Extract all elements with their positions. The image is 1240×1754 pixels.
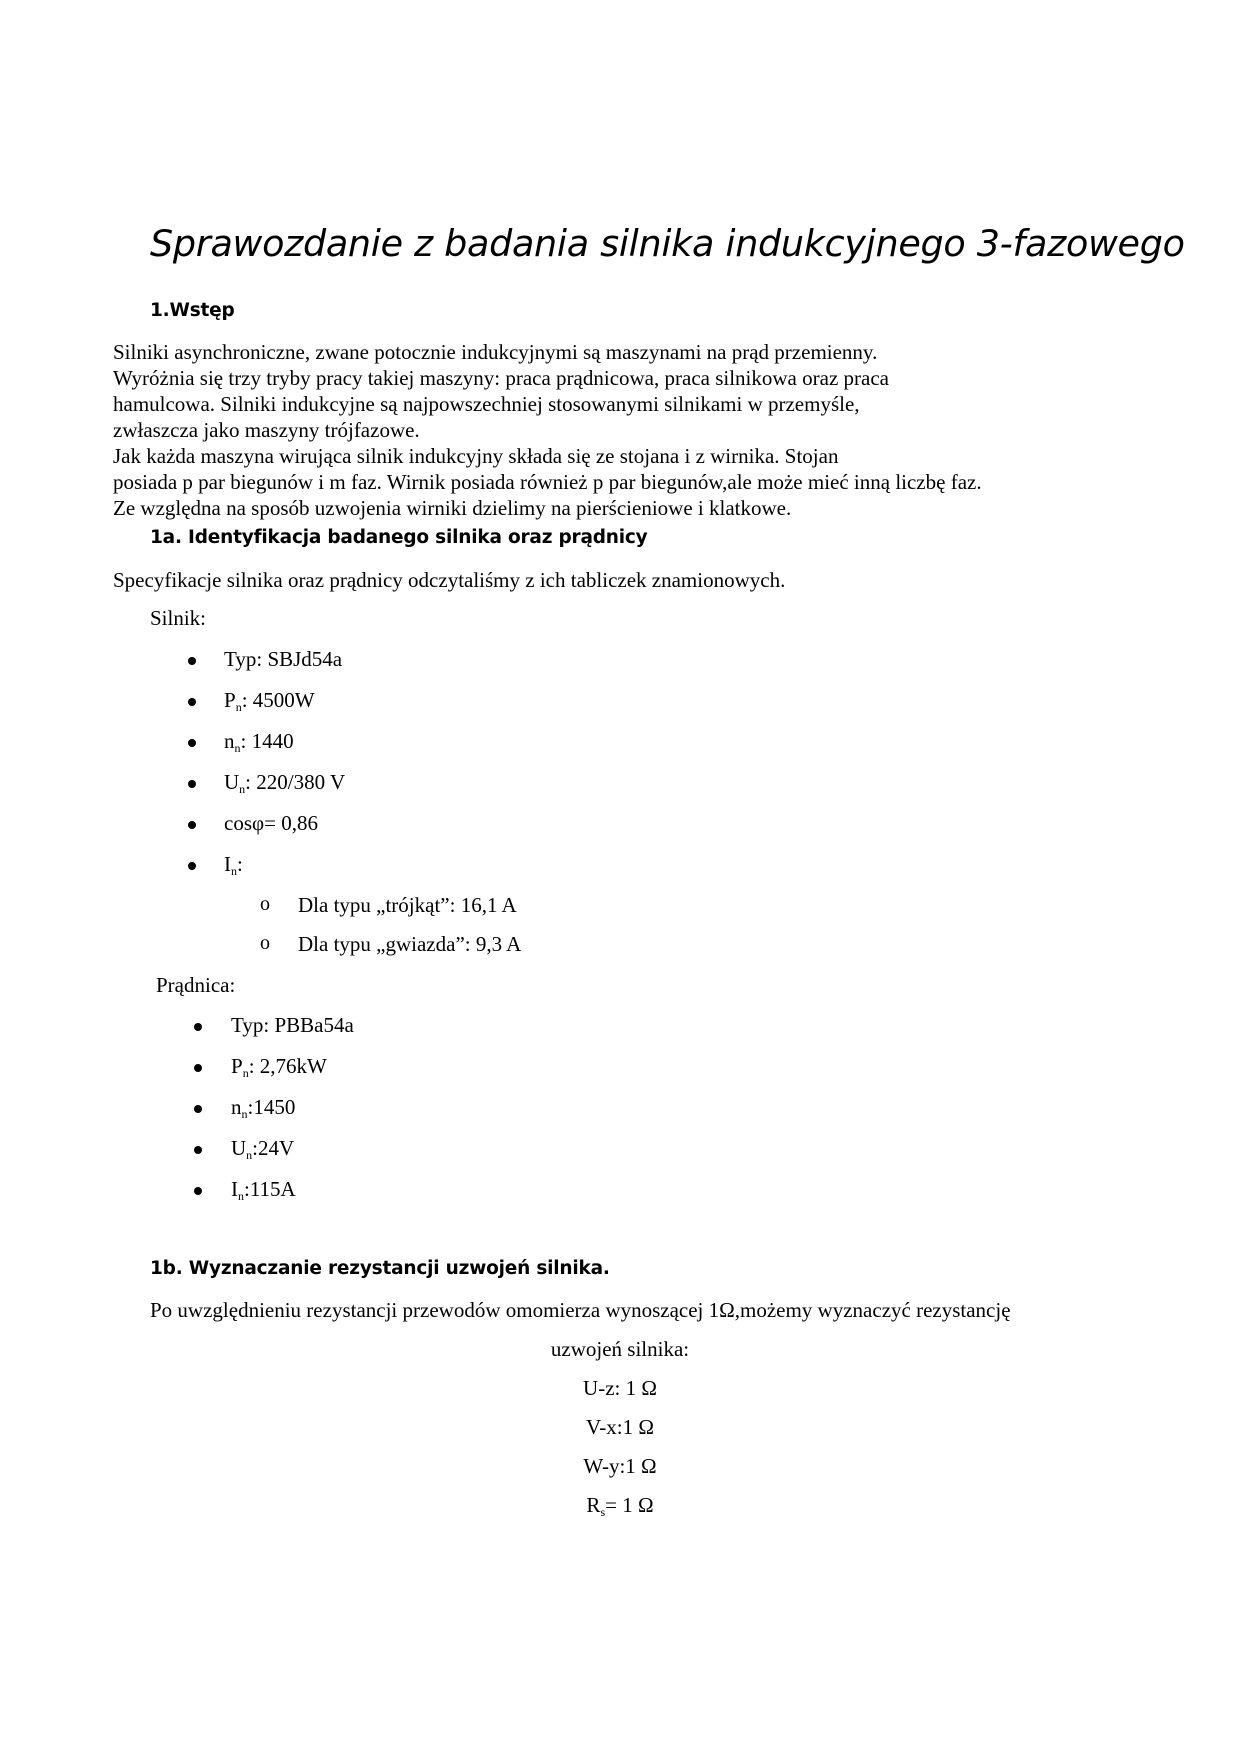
pradnica-spec-item: $I_n:115A$ xyxy=(231,1177,296,1203)
silnik-spec-item: Typ: SBJd54a xyxy=(224,647,343,671)
section-heading-wstep: 1.Wstęp xyxy=(150,300,235,321)
pradnica-label: Prądnica: xyxy=(156,973,236,997)
pradnica-spec-item: Typ: PBBa54a xyxy=(231,1013,354,1037)
bullet-icon xyxy=(188,821,196,829)
bullet-icon xyxy=(188,739,196,747)
silnik-current-subitem: Dla typu „gwiazda”: 9,3 A xyxy=(298,932,522,956)
bullet-icon xyxy=(188,862,196,870)
identyfikacja-intro: Specyfikacje silnika oraz prądnicy odczytaliśmy z ich tabliczek znamionowych. xyxy=(113,568,786,592)
bullet-icon xyxy=(188,780,196,788)
wstep-line: hamulcowa. Silniki indukcyjne są najpowszechniej stosowanymi silnikami w przemyśle, xyxy=(113,392,860,416)
silnik-spec-item: $n_n$: 1440 xyxy=(224,729,294,755)
bullet-icon xyxy=(188,698,196,706)
wstep-line: Ze względna na sposób uzwojenia wirniki dzielimy na pierścieniowe i klatkowe. xyxy=(113,496,792,520)
section-heading-rezystancja: 1b. Wyznaczanie rezystancji uzwojeń silnika. xyxy=(150,1258,610,1279)
pradnica-spec-item: $n_n:1450$ xyxy=(231,1095,296,1121)
bullet-icon xyxy=(194,1146,202,1154)
pradnica-spec-item: $U_n:24V$ xyxy=(231,1136,295,1162)
silnik-spec-item: $I_n$: xyxy=(224,852,243,878)
page-title: Sprawozdanie z badania silnika indukcyjnego 3-fazowego xyxy=(150,222,1185,265)
bullet-icon xyxy=(194,1105,202,1113)
rezystancja-line: uzwojeń silnika: xyxy=(550,1337,690,1361)
resistance-value: W-y:1 Ω xyxy=(583,1454,657,1478)
section-heading-identyfikacja: 1a. Identyfikacja badanego silnika oraz prądnicy xyxy=(150,527,648,548)
silnik-spec-item: $U_n$: 220/380 V xyxy=(224,770,346,796)
resistance-value-rs: $R_s= 1$ Ω xyxy=(586,1493,654,1519)
bullet-icon xyxy=(194,1023,202,1031)
rezystancja-line: Po uwzględnieniu rezystancji przewodów omomierza wynoszącej 1Ω,możemy wyznaczyć rezystancję xyxy=(150,1298,1011,1322)
resistance-value: U-z: 1 Ω xyxy=(583,1376,657,1400)
circle-bullet-icon: o xyxy=(260,932,270,954)
wstep-line: Jak każda maszyna wirująca silnik indukcyjny składa się ze stojana i z wirnika. Stojan xyxy=(113,444,839,468)
bullet-icon xyxy=(194,1187,202,1195)
circle-bullet-icon: o xyxy=(260,893,270,915)
silnik-spec-item: $P_n$: 4500W xyxy=(224,688,315,714)
bullet-icon xyxy=(188,657,196,665)
resistance-value: V-x:1 Ω xyxy=(586,1415,654,1439)
silnik-label: Silnik: xyxy=(150,606,207,630)
silnik-spec-item: cosφ= 0,86 xyxy=(224,811,318,835)
silnik-current-subitem: Dla typu „trójkąt”: 16,1 A xyxy=(298,893,517,917)
wstep-line: posiada p par biegunów i m faz. Wirnik posiada również p par biegunów,ale może mieć inną liczbę faz. xyxy=(113,470,982,494)
wstep-line: Wyróżnia się trzy tryby pracy takiej maszyny: praca prądnicowa, praca silnikowa oraz praca xyxy=(113,366,889,390)
wstep-line: zwłaszcza jako maszyny trójfazowe. xyxy=(113,418,420,442)
wstep-line: Silniki asynchroniczne, zwane potocznie indukcyjnymi są maszynami na prąd przemienny. xyxy=(113,340,878,364)
bullet-icon xyxy=(194,1064,202,1072)
pradnica-spec-item: $P_n$: 2,76kW xyxy=(231,1054,327,1080)
